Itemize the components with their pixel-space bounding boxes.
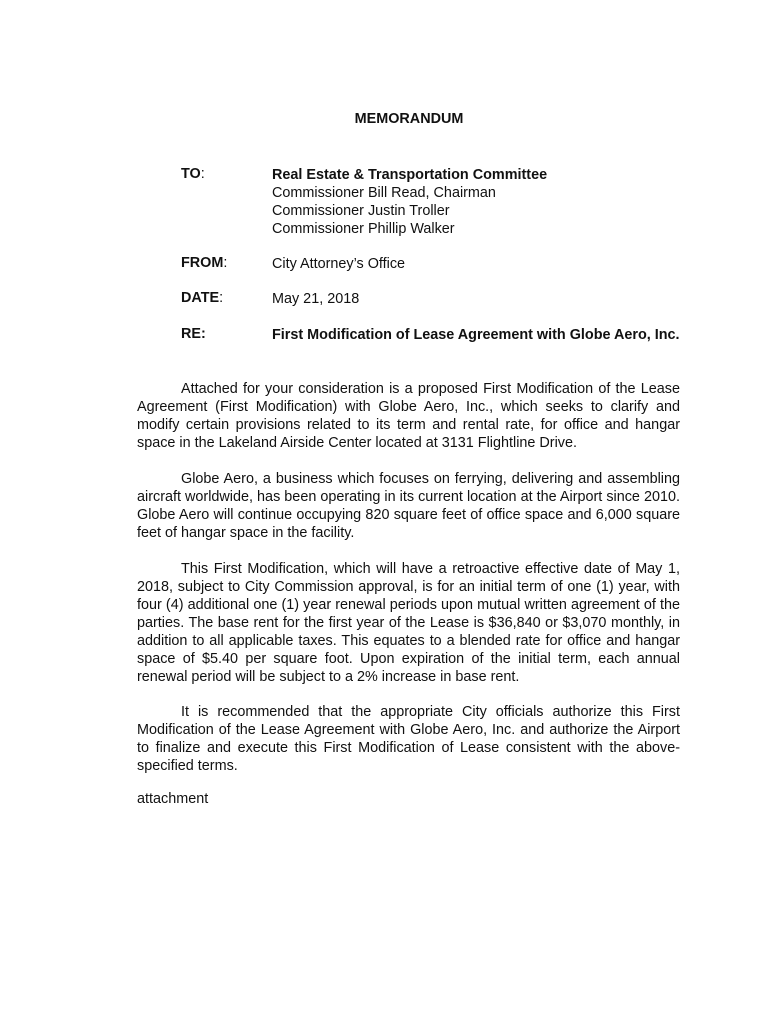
memo-title: MEMORANDUM [354, 111, 464, 127]
to-recipient: Commissioner Justin Troller [272, 203, 450, 219]
from-label [181, 255, 227, 271]
body-paragraph: Globe Aero, a business which focuses on ferrying, delivering and assembling aircraft worldwide, has been operating in its current location at the Airport since 2010. Globe Aero will continue occupying 820 square feet of office space and 6,000 square feet of hangar space in the facility. [137, 471, 680, 541]
to-colon: : [200, 166, 205, 182]
date-label-text: DATE [181, 290, 220, 306]
to-recipient: Commissioner Phillip Walker [272, 221, 455, 237]
re-label: RE: [181, 326, 206, 342]
date-colon: : [219, 290, 224, 306]
to-label-text: TO [181, 166, 201, 182]
to-label [181, 166, 205, 182]
from-value: City Attorney’s Office [272, 256, 406, 272]
date-label [181, 290, 223, 306]
to-committee: Real Estate & Transportation Committee [272, 167, 548, 183]
body-paragraph: Attached for your consideration is a proposed First Modification of the Lease Agreement (First Modification) with Globe Aero, Inc., which seeks to clarify and modify certain provisions related to its term and rental rate, for office and hangar space in the Lakeland Airside Center located at 3131 Flightline Drive. [137, 381, 680, 451]
to-recipient: Commissioner Bill Read, Chairman [272, 185, 496, 201]
body-paragraph: This First Modification, which will have a retroactive effective date of May 1, 2018, subject to City Commission approval, is for an initial term of one (1) year, with four (4) additional one (1) year renewal periods upon mutual written agreement of the parties. The base rent for the first year of the Lease is $36,840 or $3,070 monthly, in addition to all applicable taxes. This equates to a blended rate for office and hangar space of $5.40 per square foot. Upon expiration of the initial term, each annual renewal period will be subject to a 2% increase in base rent. [137, 561, 680, 685]
from-colon: : [223, 255, 228, 271]
from-label-text: FROM [181, 255, 224, 271]
body-paragraph: It is recommended that the appropriate City officials authorize this First Modification of the Lease Agreement with Globe Aero, Inc. and authorize the Airport to finalize and execute this First Modification of Lease consistent with the above-specified terms. [137, 704, 680, 774]
date-value: May 21, 2018 [272, 291, 360, 307]
re-subject: First Modification of Lease Agreement with Globe Aero, Inc. [272, 327, 680, 343]
attachment-note: attachment [137, 791, 209, 807]
to-recipients [272, 166, 547, 238]
